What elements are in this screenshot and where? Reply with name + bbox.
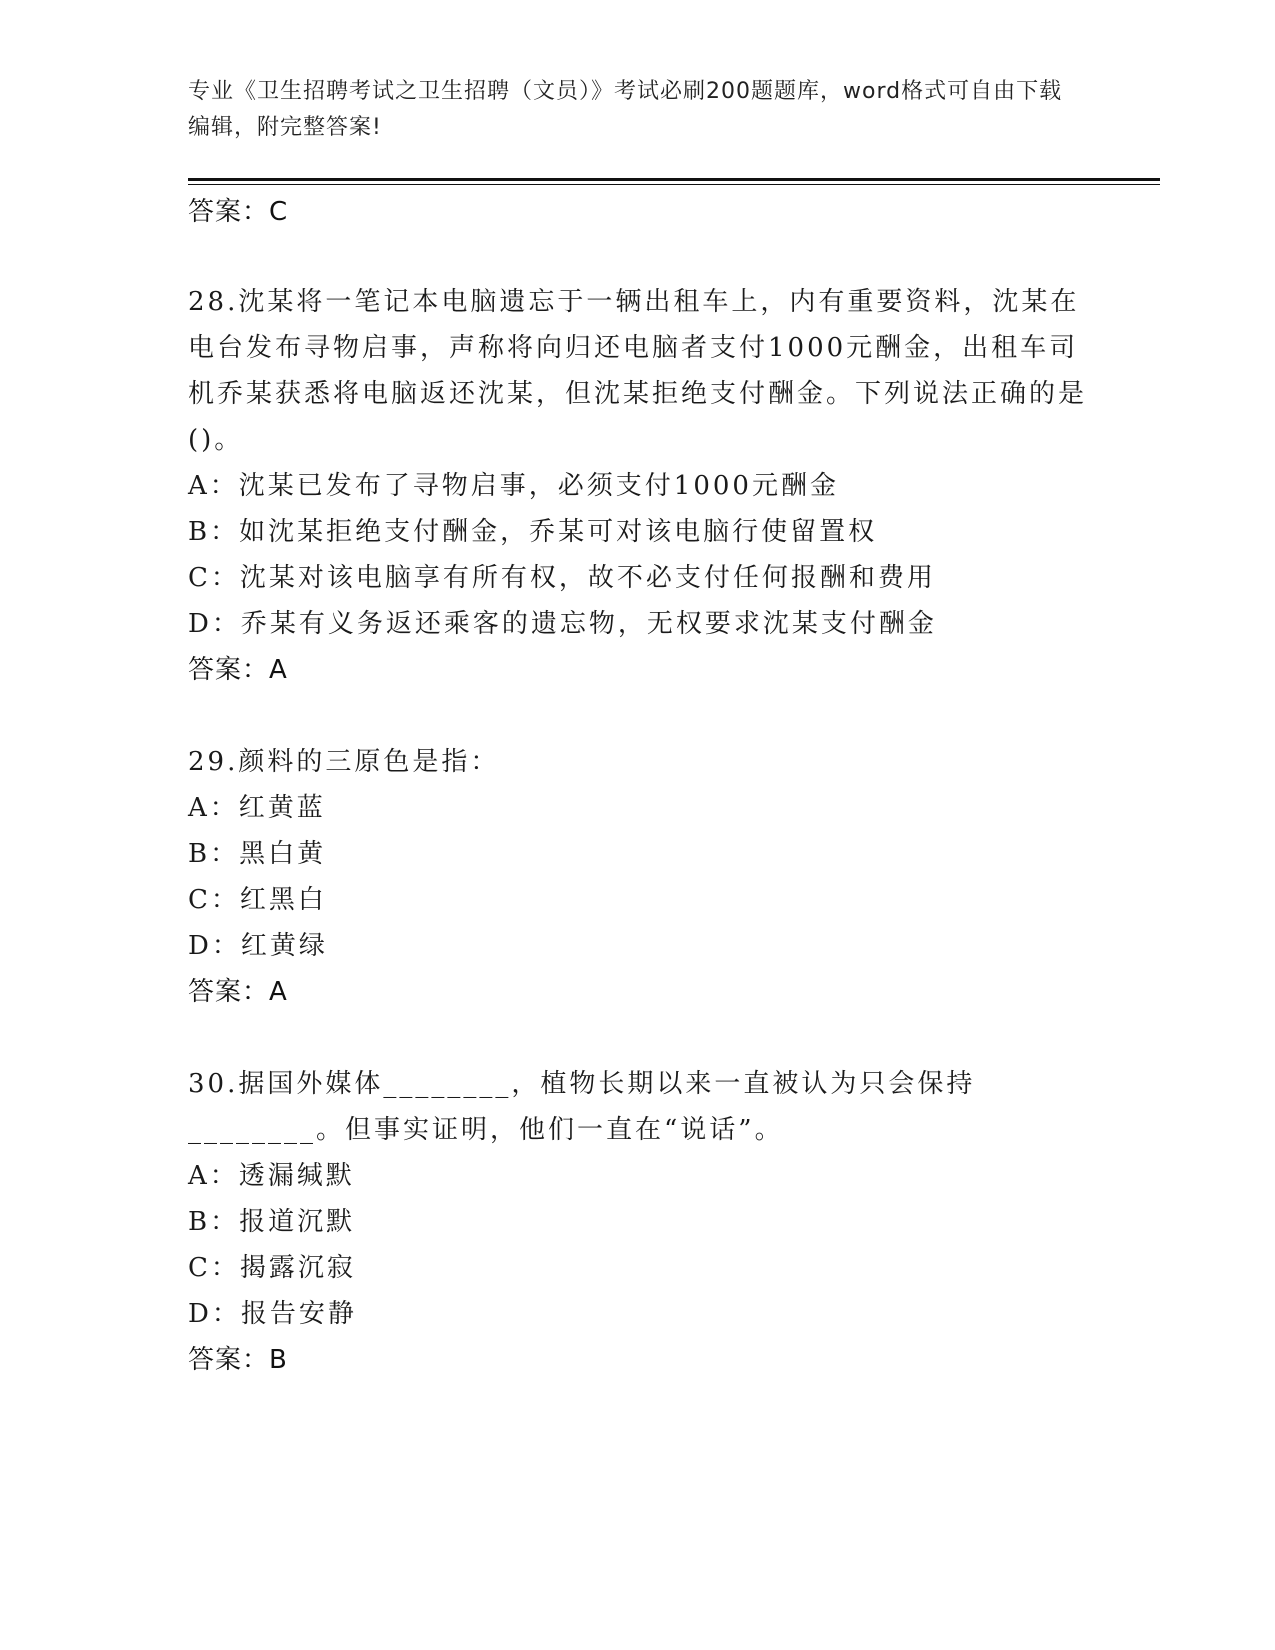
option-b: B：如沈某拒绝支付酬金，乔某可对该电脑行使留置权 — [188, 517, 878, 547]
question-block-28 — [188, 279, 1088, 693]
answer-line: 答案：C — [188, 197, 289, 227]
question-block-30 — [188, 1061, 1088, 1383]
question-stem: 29.颜料的三原色是指： — [188, 747, 500, 777]
option-c: C：揭露沉寂 — [188, 1253, 356, 1283]
option-d: D：报告安静 — [188, 1299, 357, 1329]
answer-line: 答案：A — [188, 655, 288, 685]
question-stem: 28.沈某将一笔记本电脑遗忘于一辆出租车上，内有重要资料，沈某在电台发布寻物启事，声称将向归还电脑者支付1000元酬金，出租车司机乔某获悉将电脑返还沈某，但沈某拒绝支付酬金。下列说法正确的是()。 — [188, 287, 1088, 455]
document-body — [188, 189, 1088, 1383]
answer-line: 答案：B — [188, 1345, 288, 1375]
option-c: C：沈某对该电脑享有所有权，故不必支付任何报酬和费用 — [188, 563, 936, 593]
header-rule-thin — [188, 184, 1160, 185]
option-b: B：黑白黄 — [188, 839, 327, 869]
option-d: D：红黄绿 — [188, 931, 328, 961]
answer-line: 答案：A — [188, 977, 288, 1007]
option-a: A：红黄蓝 — [188, 793, 326, 823]
question-stem: 30.据国外媒体________，植物长期以来一直被认为只会保持________。但事实证明，他们一直在“说话”。 — [188, 1069, 976, 1145]
option-c: C：红黑白 — [188, 885, 327, 915]
document-header: 专业《卫生招聘考试之卫生招聘（文员）》考试必刷200题题库，word格式可自由下载编辑，附完整答案! — [188, 79, 1063, 140]
option-b: B：报道沉默 — [188, 1207, 356, 1237]
option-d: D：乔某有义务返还乘客的遗忘物，无权要求沈某支付酬金 — [188, 609, 937, 639]
option-a: A：透漏缄默 — [188, 1161, 355, 1191]
option-a: A：沈某已发布了寻物启事，必须支付1000元酬金 — [188, 471, 839, 501]
header-rule-thick — [188, 178, 1160, 181]
question-block-29 — [188, 739, 1088, 1015]
